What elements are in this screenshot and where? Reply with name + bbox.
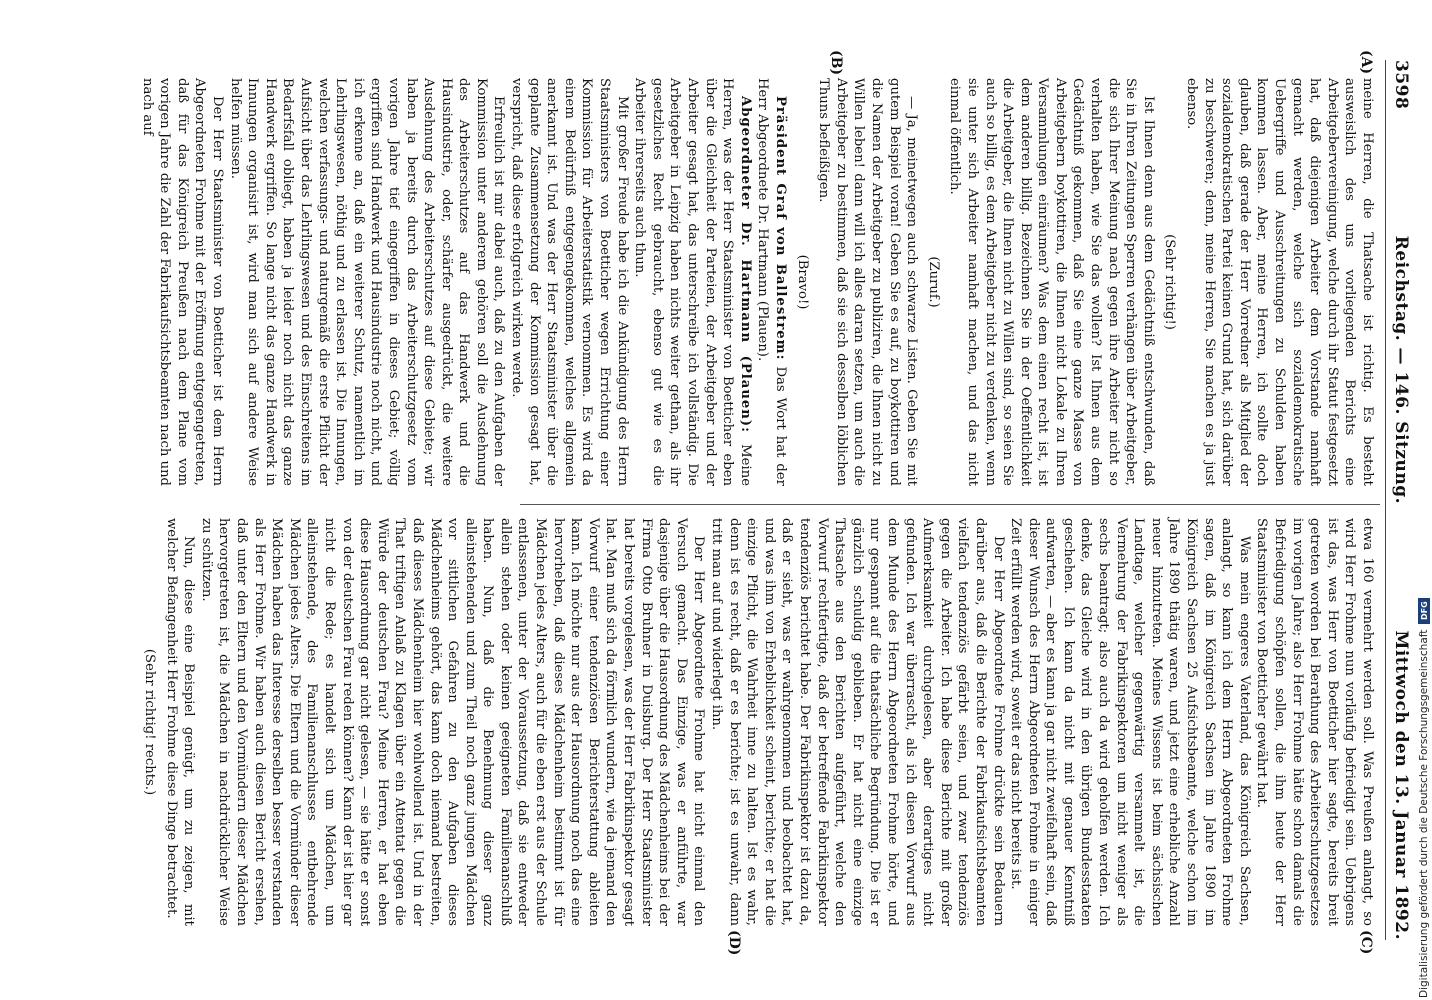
- paragraph: Ist Ihnen denn aus dem Gedächtniß entschwunden, daß Sie in Ihren Zeitungen Sperren verhängen über Arbeitgeber, die sich Ihrer Meinung nach gegen ihre Arbeiter nicht so verhalten haben, wie Sie das wollen? Ist Ihnen aus dem Gedächtniß gekommen, daß Sie eine ganze Masse von Arbeitgebern boykottiren, die Ihnen nicht Lokale zu Ihren Versammlungen einräumen? Was dem einen recht ist, ist dem anderen billig. Bezeichnen Sie in der Oeffentlichkeit die Arbeitgeber, die Ihnen nicht zu Willen sind, so seien Sie auch so billig, es dem Arbeitgeber nicht zu verdenken, wenn sie unter sich Arbeiter namhaft machen, und das nicht einmal öffentlich.: [947, 78, 1156, 486]
- interjection: (Sehr richtig!): [1162, 234, 1178, 330]
- paragraph: Mit großer Freude habe ich die Ankündigung des Herrn Staatsministers von Boetticher wegen Errichtung einer Kommission für Arbeiterstatistik vernommen. Es wird da einem Bedürfniß entgegengekommen, welches allgemein anerkannt ist. Und was der Herr Staatsminister über die geplante Zusammensetzung der Kommission gesagt hat, verspricht, daß diese erfolgreich wirken werde.: [509, 78, 630, 486]
- speaker-paragraph: [631, 78, 754, 486]
- margin-mark-b: (B): [828, 50, 844, 76]
- paragraph: Was mein engeres Vaterland, das Königreich Sachsen, anlangt, so kann ich dem Herrn Abgeordneten Frohme sagen, daß im Königreich Sachsen im Jahre 1890 im Königreich Sachsen 25 Aufsichtsbeamte, welche schon im Jahre 1890 thätig waren, und jetzt eine erhebliche Anzahl neuer hinzutreten. Meines Wissens ist beim sächsischen Landtage, welcher gegenwärtig versammelt ist, die Vermehrung der Fabrikinspektoren um nicht weniger als sechs beantragt; also auch da wird geholfen werden. Ich denke, das Gleiche wird in den übrigen Bundesstaaten geschehen. Ich kann da nicht mit genauer Kenntniß aufwarten, — aber es kann ja gar nicht zweifelhaft sein, daß dieser Wunsch des Herrn Abgeordneten Frohme in einiger Zeit erfüllt werden wird, soweit er das nicht bereits ist.: [1008, 518, 1252, 926]
- session-title: Reichstag. — 146. Sitzung.: [1391, 235, 1411, 505]
- interjection: (Bravo!): [794, 254, 810, 310]
- paragraph: — Ja, meinetwegen auch schwarze Listen. Geben Sie mit gutem Beispiel voran! Geben Sie es auf, zu boykottiren und die Namen der Arbeitgeber zu publiziren, die Ihnen nicht zu Willen leben! dann will ich alles daran setzen, um auch die Arbeitgeber zu bestimmen, daß sie sich desselben löblichen Thuns befleißigen.: [816, 78, 920, 486]
- paragraph: Der Herr Abgeordnete Frohme drückte sein Bedauern darüber aus, daß die Berichte der Fabrikaufsichtsbeamten vielfach tendenziös gefärbt seien, und zwar tendenziös gegen die Arbeiter. Ich habe diese Berichte mit großer Aufmerksamkeit durchgelesen, aber derartiges nicht gefunden. Ich war überrascht, als ich diesen Vorwurf aus dem Munde des Herrn Abgeordneten Frohme hörte, und nur gespannt auf die thatsächliche Begründung. Die ist er gänzlich schuldig geblieben. Er hat nicht eine einzige Thatsache aus den Berichten aufgeführt, welche den Vorwurf rechtfertigte, daß der betreffende Fabrikinspektor tendenziös berichtet habe. Der Fabrikinspektor ist dazu da, daß er sieht, was er wahrgenommen und beobachtet hat, und was ihm von Erheblichkeit scheint, berichte; er hat die einzige Pflicht, die Wahrheit inne zu halten. Ist es wahr, denn ist es recht, daß er es berichte; ist es unwahr, dann tritt man auf und widerlegt ihn.: [709, 518, 1006, 926]
- margin-mark-c: (C): [1358, 930, 1374, 955]
- speaker-name: Abgeordneter Dr. Hartmann (Plauen):: [737, 96, 753, 433]
- margin-mark-d: (D): [726, 930, 742, 956]
- left-column: [138, 78, 1376, 486]
- speaker-name: Präsident Graf von Ballestrem:: [773, 96, 788, 361]
- footer-text: Digitalisierung gefördert durch die Deutsche Forschungsgemeinschaft: [1418, 629, 1430, 998]
- header-rule: [1385, 60, 1386, 940]
- interjection: (Zuruf.): [925, 256, 941, 308]
- page-number: 3598: [1391, 60, 1411, 110]
- paragraph: Erfreulich ist mir dabei auch, daß zu den Aufgaben der Kommission unter anderem gehören soll die Ausdehnung des Arbeiterschutzes auf das Handwerk und die Hausindustrie, oder, schärfer ausgedrückt, die weitere Ausdehnung des Arbeiterschutzes auf diese Gebiete; wir haben ja bereits durch das Arbeiterschutzgesetz vom vorigen Jahre tief eingegriffen in dieses Gebiet; völlig ergriffen sind Handwerk und Hausindustrie noch nicht, und ich erkenne an, daß ein weiterer Schutz, namentlich im Lehrlingswesen, nöthig und zu erlassen ist. Die Innungen, welchen verfassungs- und naturgemäß die erste Pflicht der Aufsicht über das Lehrlingswesen und des Einschreitens im Bedarfsfall obliegt, haben ja leider noch nicht das ganze Handwerk ergriffen. So lange nicht das ganze Handwerk in Innungen organisirt ist, wird man sich auf andere Weise helfen müssen.: [227, 78, 507, 486]
- paragraph: Nun, diese eine Beispiel genügt, um zu zeigen, mit welcher Befangenheit Herr Frohme diese Dinge betrachtet.: [163, 518, 197, 926]
- paragraph: Der Herr Staatsminister von Boetticher ist dem Herrn Abgeordneten Frohme mit der Eröffnung entgegengetreten, daß für das Königreich Preußen nach dem Plane vom vorigen Jahre die Zahl der Fabrikaufsichtsbeamten nach und nach auf: [139, 78, 225, 486]
- speech-text: Meine Herren, was der Herr Staatsminister von Boetticher eben über die Gleichheit der Parteien, der Arbeitgeber und der Arbeiter gesagt hat, das unterschreibe ich vollständig. Die Arbeitgeber in Leipzig haben nichts weiter gethan, als ihr gesetzliches Recht gebraucht, ebenso gut wie es die Arbeiter ihrerseits auch thun.: [632, 78, 753, 486]
- interjection: (Sehr richtig! rechts.): [142, 648, 158, 796]
- digitization-footer: [1418, 598, 1430, 998]
- column-divider: [520, 504, 1380, 505]
- right-column: [136, 518, 1376, 926]
- paragraph: Der Herr Abgeordnete Frohme hat nicht einmal den Versuch gemacht. Das Einzige, was er anführte, war dasjenige über die Hausordnung des Mädchenheims bei der Firma Otto Bruhner in Duisburg. Der Herr Staatsminister hat bereits vorgelesen, was der Herr Fabrikinspektor gesagt hat. Man muß sich da förmlich wundern, wie da jemand den Vorwurf einer tendenziösen Berichterstattung ableiten kann. Ich möchte nur aus der Hausordnung noch das eine hervorheben, daß dieses Mädchenheim bestimmt ist für Mädchen jedes Alters, auch für die eben erst aus der Schule entlassenen, unter der Voraussetzung, daß sie entweder allein stehen oder keinen geeigneten Familienanschluß haben. Nun, daß die Benehmung dieser ganz alleinstehenden und zum Theil noch ganz jungen Mädchen vor sittlichen Gefahren zu den Aufgaben dieses Mädchenheims gehört, das kann doch niemand bestreiten, daß dieses Mädchenheim hier wohlwollend ist. Und in der That triftigen Anlaß zu Klagen über ein Attentat gegen die Würde der deutschen Frau? Meine Herren, er hat eben diese Hausordnung gar nicht gelesen, — sie hätte er sonst von der deutschen Frau reden können? Kann der ist hier gar nicht die Rede; es handelt sich um Mädchen, um alleinstehende, des Familienanschlusses entbehrende Mädchen jedes Alters. Die Eltern und die Vormünder dieser Mädchen haben das Interesse derselben besser verstanden als Herr Frohme. Wir haben auch diesen Bericht ersehen, daß unter den Eltern und den Vormündern dieser Mädchen hervorgetreten ist, die Mädchen in nachdrücklicher Weise zu schützen.: [198, 518, 707, 926]
- speaker-paragraph: [754, 78, 789, 486]
- paragraph: meine Herren, die Thatsache ist richtig. Es besteht ausweislich des uns vorliegenden Berichts eine Arbeitgebervereinigung, welche durch ihr Statut festgesetzt hat, daß diejenigen Arbeiter dem Vorstande namhaft gemacht werden, welche sich sozialdemokratische Uebergriffe und Ausschreitungen zu Schulden haben kommen lassen. Aber, meine Herren, ich sollte doch glauben, daß gerade der Herr Vorredner als Mitglied der sozialdemokratischen Partei keinen Grund hat, sich darüber zu beschweren; denn, meine Herren, Sie machen es ja just ebenso.: [1184, 78, 1375, 486]
- session-date: Mittwoch den 13. Januar 1892.: [1391, 630, 1411, 940]
- dfg-logo-icon: DFG: [1418, 598, 1430, 624]
- paragraph: etwa 160 vermehrt werden soll. Was Preußen anlangt, so wird Herr Frohme nun vorläufig befriedigt sein. Uebrigens ist das, was Herr von Boetticher hier sagte, bereits breit getreten worden bei Berathung des Arbeiterschutzgesetzes im vorigen Jahre; also Herr Frohme hätte schon damals die Befriedigung schöpfen sollen, die ihm heute der Herr Staatsminister von Boetticher gewährt hat.: [1254, 518, 1375, 926]
- margin-mark-a: (A): [1358, 50, 1374, 75]
- speech-text: Das Wort hat der Herr Abgeordnete Dr. Hartmann (Plauen).: [755, 78, 788, 486]
- running-head: [1388, 60, 1414, 940]
